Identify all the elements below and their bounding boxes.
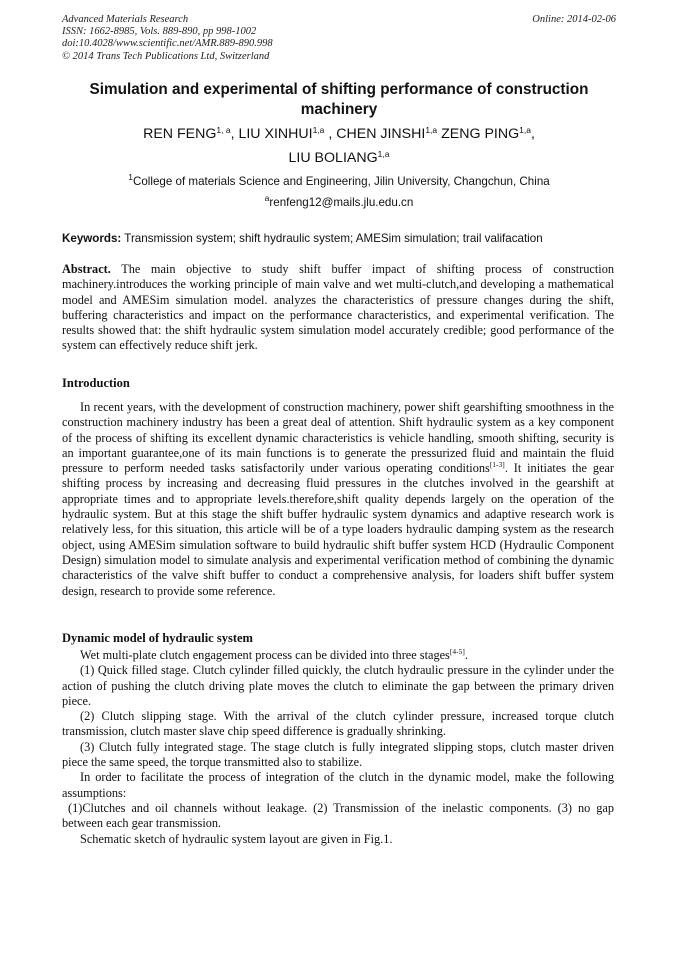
author-affil-mark: 1, a	[216, 125, 231, 135]
abstract-text: The main objective to study shift buffer impact of shifting process of construction machinery.introduces the working principle of main valve and wet multi-clutch,and developing a mathematical model and AMESim simulation model. analyzes the characteristics of pressure changes during the shift, buffering characteristics and impact on the performance characteristics, and experimental verification. The results showed that: the shift hydraulic system simulation model accurately credible; good performance of the system can effectively reduce shift jerk.	[62, 262, 614, 353]
author-affil-mark: 1,a	[519, 125, 531, 135]
stage-1-paragraph: (1) Quick filled stage. Clutch cylinder filled quickly, the clutch hydraulic pressure in the cylinder under the action of pushing the clutch driving plate moves the clutch to eliminate the gap between the primary driven piece.	[62, 663, 614, 708]
introduction-paragraph	[62, 400, 614, 599]
keywords	[62, 232, 622, 246]
stage-3-paragraph: (3) Clutch fully integrated stage. The stage clutch is fully integrated slipping stops, clutch master driven piece the same speed, the torque transmitted also to stabilize.	[62, 739, 614, 770]
citation: [4-5]	[449, 647, 465, 656]
abstract-label: Abstract.	[62, 262, 111, 276]
affiliation-text: College of materials Science and Engineering, Jilin University, Changchun, China	[132, 175, 550, 188]
journal-name: Advanced Materials Research	[62, 14, 189, 25]
author-separator: ,	[324, 126, 337, 142]
author	[238, 126, 336, 142]
author-list	[62, 122, 616, 170]
journal-copyright: © 2014 Trans Tech Publications Ltd, Switzerland	[62, 50, 270, 62]
author-name: LIU BOLIANG	[288, 150, 378, 166]
keywords-label: Keywords:	[62, 232, 122, 245]
author-name: LIU XINHUI	[238, 126, 313, 142]
section-heading-dynamic-model: Dynamic model of hydraulic system	[62, 631, 253, 645]
dynamic-model-section	[62, 648, 614, 847]
affiliation	[62, 172, 616, 189]
keywords-text: Transmission system; shift hydraulic system; AMESim simulation; trail valifacation	[124, 232, 543, 245]
assumptions-intro: In order to facilitate the process of integration of the clutch in the dynamic model, make the following assumptions:	[62, 770, 614, 800]
author-affil-mark: 1,a	[377, 149, 390, 159]
author	[143, 126, 238, 142]
intro-text-part1: In recent years, with the development of construction machinery, power shift gearshifting smoothness in the construction machinery industry has been a great deal of attention. Shift hydraulic system as a key component of the process of shifting its excellent dynamic characteristics is vehicle handling, smooth shifting, security is an important guarantee,one of its main functions is to generate the pressurized fluid and maintain the fluid pressure to perform needed tasks satisfactorily under various operating conditions	[62, 400, 614, 476]
journal-issn: ISSN: 1662-8985, Vols. 889-890, pp 998-1002	[62, 26, 257, 38]
section-heading-introduction: Introduction	[62, 376, 130, 390]
email-address: renfeng12@mails.jlu.edu.cn	[269, 196, 414, 209]
author-email	[62, 193, 616, 210]
affiliation-mark: 1	[128, 172, 133, 182]
journal-header	[62, 14, 273, 63]
author-separator: ,	[530, 126, 535, 142]
paragraph	[62, 648, 614, 663]
author-separator: ,	[230, 126, 239, 142]
author-name: ZENG PING	[441, 126, 520, 142]
author-name: CHEN JINSHI	[336, 126, 426, 142]
figure-reference: Schematic sketch of hydraulic system layout are given in Fig.1.	[80, 831, 393, 846]
author	[289, 150, 390, 166]
journal-doi: doi:10.4028/www.scientific.net/AMR.889-890.998	[62, 38, 273, 50]
stage-2-paragraph: (2) Clutch slipping stage. With the arrival of the clutch cylinder pressure, increased torque clutch transmission, clutch master slave chip speed difference is gradually shrinking.	[62, 709, 614, 739]
paper-title: Simulation and experimental of shifting performance of construction machinery	[89, 81, 589, 118]
author-affil-mark: 1,a	[425, 125, 438, 135]
online-date: Online: 2014-02-06	[532, 14, 616, 25]
assumptions-list: (1)Clutches and oil channels without leakage. (2) Transmission of the inelastic components. (3) no gap between each gear transmission.	[62, 800, 614, 831]
author-affil-mark: 1,a	[312, 125, 325, 135]
author	[441, 126, 535, 142]
author	[336, 126, 441, 142]
paragraph-end: .	[464, 648, 468, 662]
abstract	[62, 262, 614, 354]
email-mark: a	[264, 193, 270, 203]
paragraph-text: Wet multi-plate clutch engagement process can be divided into three stages	[80, 648, 450, 662]
citation: [1-3]	[489, 460, 505, 470]
author-name: REN FENG	[143, 126, 217, 142]
intro-text-part2: . It initiates the gear shifting process by increasing and decreasing fluid pressures in the clutches involved in the gearshift at appropriate times and to appropriate levels.therefore,shift quality depends largely on the operation of the hydraulic system. But at this stage the shift buffer hydraulic system dynamics and adaptive research work is relatively less, for this situation, this article will be of a type loaders hydraulic damping system as the research object, using AMESim simulation software to build hydraulic shift buffer system HCD (Hydraulic Component Design) simulation model to simulate analysis and experimental verification method of combining the dynamic characteristics of the valve shift buffer to conduct a comprehensive analysis, for loaders shift buffer system design, research to provide some reference.	[62, 461, 615, 598]
